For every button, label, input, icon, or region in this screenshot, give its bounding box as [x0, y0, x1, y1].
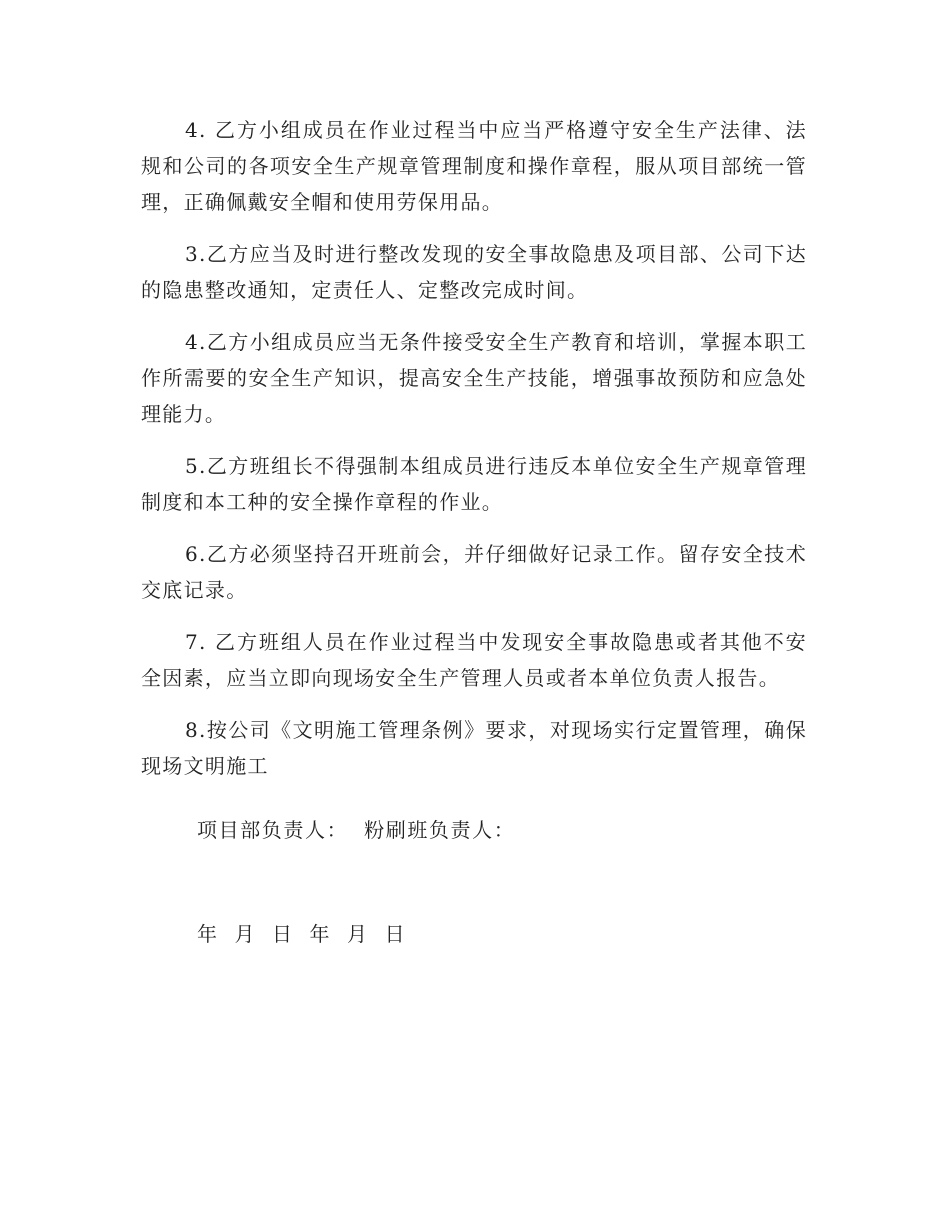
paragraph-clause-6: 6.乙方必须坚持召开班前会，并仔细做好记录工作。留存安全技术交底记录。: [141, 542, 807, 602]
signature-dates-line: 年 月 日 年 月 日: [197, 922, 407, 946]
paragraph-clause-3: 3.乙方应当及时进行整改发现的安全事故隐患及项目部、公司下达的隐患整改通知，定责任人、定整改完成时间。: [141, 242, 807, 302]
signature-names-line: 项目部负责人： 粉刷班负责人：: [197, 818, 516, 842]
paragraph-clause-4b: 4.乙方小组成员应当无条件接受安全生产教育和培训，掌握本职工作所需要的安全生产知识，提高安全生产技能，增强事故预防和应急处理能力。: [141, 330, 807, 426]
paragraph-clause-4a: 4. 乙方小组成员在作业过程当中应当严格遵守安全生产法律、法规和公司的各项安全生产规章管理制度和操作章程，服从项目部统一管理，正确佩戴安全帽和使用劳保用品。: [141, 118, 807, 214]
paragraph-clause-7: 7. 乙方班组人员在作业过程当中发现安全事故隐患或者其他不安全因素，应当立即向现场安全生产管理人员或者本单位负责人报告。: [141, 630, 807, 690]
paragraph-clause-5: 5.乙方班组长不得强制本组成员进行违反本单位安全生产规章管理制度和本工种的安全操作章程的作业。: [141, 454, 807, 514]
document-body: [141, 112, 807, 800]
paragraph-clause-8: 8.按公司《文明施工管理条例》要求，对现场实行定置管理，确保现场文明施工: [141, 718, 807, 778]
